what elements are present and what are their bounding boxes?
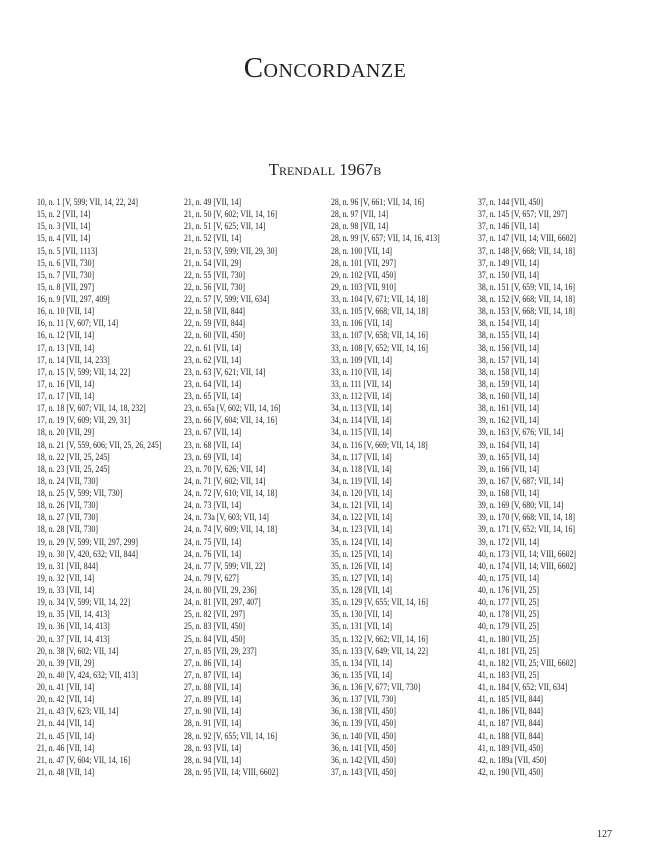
concordance-entry: 38, n. 158 [VII, 14] — [478, 366, 540, 377]
concordance-entry: 18, n. 28 [VII, 730] — [37, 524, 99, 535]
concordance-entry: 23, n. 64 [VII, 14] — [184, 378, 242, 389]
concordance-entry: 15, n. 5 [VII, 1113] — [37, 245, 98, 256]
concordance-entry: 33, n. 109 [VII, 14] — [331, 354, 393, 365]
concordance-entry: 20, n. 42 [VII, 14] — [37, 694, 95, 705]
concordance-column-1 — [37, 196, 187, 778]
concordance-entry: 28, n. 93 [VII, 14] — [184, 742, 242, 753]
concordance-entry: 36, n. 135 [VII, 14] — [331, 669, 393, 680]
concordance-entry: 19, n. 30 [V, 420, 632; VII, 844] — [37, 548, 138, 559]
concordance-entry: 15, n. 7 [VII, 730] — [37, 269, 95, 280]
concordance-entry: 38, n. 151 [V, 659; VII, 14, 16] — [478, 281, 576, 292]
concordance-entry: 25, n. 83 [VII, 450] — [184, 621, 246, 632]
concordance-entry: 35, n. 127 [VII, 14] — [331, 572, 393, 583]
concordance-entry: 39, n. 164 [VII, 14] — [478, 439, 540, 450]
concordance-entry: 28, n. 95 [VII, 14; VIII, 6602] — [184, 766, 279, 777]
concordance-entry: 27, n. 87 [VII, 14] — [184, 669, 242, 680]
concordance-entry: 39, n. 169 [V, 680; VII, 14] — [478, 500, 564, 511]
concordance-entry: 36, n. 140 [VII, 450] — [331, 730, 396, 741]
concordance-entry: 29, n. 102 [VII, 450] — [331, 269, 396, 280]
concordance-entry: 18, n. 23 [VII, 25, 245] — [37, 463, 110, 474]
concordance-entry: 34, n. 113 [VII, 14] — [331, 403, 392, 414]
concordance-entry: 23, n. 65 [VII, 14] — [184, 391, 242, 401]
concordance-entry: 34, n. 122 [VII, 14] — [331, 512, 393, 523]
concordance-entry: 41, n. 182 [VII, 25; VIII, 6602] — [478, 657, 577, 668]
concordance-entry: 34, n. 119 [VII, 14] — [331, 475, 392, 486]
concordance-entry: 41, n. 186 [VII, 844] — [478, 706, 543, 717]
concordance-entry: 35, n. 125 [VII, 14] — [331, 548, 393, 559]
concordance-entry: 24, n. 71 [V, 602; VII, 14] — [184, 475, 266, 486]
concordance-entry: 17, n. 18 [V, 607; VII, 14, 18, 232] — [37, 403, 146, 414]
concordance-entry: 35, n. 131 [VII, 14] — [331, 621, 393, 632]
concordance-entry: 28, n. 100 [VII, 14] — [331, 245, 393, 256]
concordance-entry: 39, n. 172 [VII, 14] — [478, 536, 540, 547]
concordance-entry: 21, n. 53 [V, 599; VII, 29, 30] — [184, 245, 278, 256]
concordance-entry: 24, n. 73 [VII, 14] — [184, 500, 242, 511]
concordance-entry: 19, n. 33 [VII, 14] — [37, 585, 95, 595]
concordance-entry: 17, n. 17 [VII, 14] — [37, 391, 95, 401]
section-title: Trendall 1967b — [268, 160, 382, 179]
concordance-entry: 17, n. 19 [V, 609; VII, 29, 31] — [37, 415, 131, 426]
page-title: Concordanze — [243, 52, 407, 84]
concordance-entry: 22, n. 58 [VII, 844] — [184, 306, 246, 317]
concordance-entry: 19, n. 35 [VII, 14, 413] — [37, 609, 110, 620]
concordance-entry: 22, n. 59 [VII, 844] — [184, 318, 246, 329]
concordance-entry: 34, n. 114 [VII, 14] — [331, 415, 392, 426]
concordance-entry: 39, n. 170 [V, 668; VII, 14, 18] — [478, 512, 576, 523]
concordance-entry: 39, n. 171 [V, 652; VII, 14, 16] — [478, 524, 576, 535]
concordance-entry: 25, n. 84 [VII, 450] — [184, 633, 246, 644]
concordance-entry: 38, n. 156 [VII, 14] — [478, 342, 540, 353]
concordance-entry: 21, n. 43 [V, 623; VII, 14] — [37, 706, 119, 717]
concordance-entry: 37, n. 148 [V, 668; VII, 14, 18] — [478, 245, 576, 256]
concordance-entry: 36, n. 136 [V, 677; VII, 730] — [331, 682, 421, 692]
concordance-entry: 28, n. 94 [VII, 14] — [184, 754, 242, 765]
concordance-entry: 16, n. 10 [VII, 14] — [37, 306, 95, 317]
concordance-entry: 36, n. 137 [VII, 730] — [331, 694, 396, 705]
concordance-entry: 18, n. 24 [VII, 730] — [37, 475, 99, 486]
concordance-entry: 40, n. 176 [VII, 25] — [478, 585, 540, 595]
concordance-entry: 34, n. 115 [VII, 14] — [331, 427, 392, 438]
concordance-entry: 35, n. 130 [VII, 14] — [331, 609, 393, 620]
concordance-entry: 39, n. 165 [VII, 14] — [478, 451, 540, 462]
concordance-entry: 41, n. 183 [VII, 25] — [478, 669, 540, 680]
concordance-entry: 28, n. 98 [VII, 14] — [331, 221, 389, 232]
concordance-entry: 25, n. 82 [VII, 297] — [184, 609, 246, 620]
concordance-entry: 15, n. 4 [VII, 14] — [37, 233, 91, 244]
concordance-entry: 39, n. 163 [V, 676; VII, 14] — [478, 427, 564, 438]
concordance-entry: 28, n. 96 [V, 661; VII, 14, 16] — [331, 197, 425, 207]
concordance-entry: 40, n. 177 [VII, 25] — [478, 597, 540, 608]
concordance-entry: 41, n. 188 [VII, 844] — [478, 730, 543, 741]
concordance-entry: 37, n. 143 [VII, 450] — [331, 766, 396, 777]
concordance-entry: 28, n. 91 [VII, 14] — [184, 718, 242, 729]
concordance-entry: 18, n. 20 [VII, 29] — [37, 427, 95, 438]
concordance-entry: 41, n. 180 [VII, 25] — [478, 633, 540, 644]
concordance-entry: 19, n. 29 [V, 599; VII, 297, 299] — [37, 536, 138, 547]
concordance-entry: 35, n. 128 [VII, 14] — [331, 585, 393, 595]
concordance-entry: 23, n. 70 [V, 626; VII, 14] — [184, 463, 266, 474]
concordance-entry: 41, n. 189 [VII, 450] — [478, 742, 543, 753]
concordance-entry: 16, n. 12 [VII, 14] — [37, 330, 95, 341]
concordance-entry: 38, n. 154 [VII, 14] — [478, 318, 540, 329]
concordance-entry: 34, n. 123 [VII, 14] — [331, 524, 393, 535]
concordance-entry: 37, n. 149 [VII, 14] — [478, 257, 540, 268]
concordance-entry: 19, n. 31 [VII, 844] — [37, 560, 99, 571]
concordance-entry: 15, n. 3 [VII, 14] — [37, 221, 91, 232]
concordance-entry: 37, n. 146 [VII, 14] — [478, 221, 540, 232]
concordance-entry: 24, n. 73a [V, 603; VII, 14] — [184, 512, 269, 523]
concordance-entry: 39, n. 167 [V, 687; VII, 14] — [478, 475, 564, 486]
concordance-entry: 21, n. 52 [VII, 14] — [184, 233, 242, 244]
concordance-entry: 35, n. 133 [V, 649; VII, 14, 22] — [331, 645, 429, 656]
concordance-entry: 20, n. 40 [V, 424, 632; VII, 413] — [37, 669, 138, 680]
concordance-entry: 28, n. 97 [VII, 14] — [331, 209, 389, 220]
concordance-entry: 19, n. 34 [V, 599; VII, 14, 22] — [37, 597, 131, 608]
concordance-entry: 15, n. 8 [VII, 297] — [37, 281, 95, 292]
concordance-entry: 21, n. 46 [VII, 14] — [37, 742, 95, 753]
concordance-entry: 41, n. 181 [VII, 25] — [478, 645, 540, 656]
concordance-entry: 37, n. 147 [VII, 14; VIII, 6602] — [478, 233, 577, 244]
concordance-entry: 35, n. 124 [VII, 14] — [331, 536, 393, 547]
concordance-entry: 24, n. 80 [VII, 29, 236] — [184, 585, 257, 595]
concordance-entry: 27, n. 86 [VII, 14] — [184, 657, 242, 668]
concordance-entry: 38, n. 155 [VII, 14] — [478, 330, 540, 341]
concordance-entry: 21, n. 51 [V, 625; VII, 14] — [184, 221, 266, 232]
concordance-entry: 23, n. 67 [VII, 14] — [184, 427, 242, 438]
concordance-entry: 29, n. 103 [VII, 910] — [331, 281, 396, 292]
concordance-entry: 34, n. 120 [VII, 14] — [331, 488, 393, 498]
page-number: 127 — [597, 829, 612, 840]
concordance-entry: 36, n. 141 [VII, 450] — [331, 742, 396, 753]
concordance-entry: 23, n. 63 [V, 621; VII, 14] — [184, 366, 266, 377]
concordance-column-2 — [184, 196, 334, 778]
concordance-entry: 34, n. 117 [VII, 14] — [331, 451, 392, 462]
concordance-entry: 28, n. 99 [V, 657; VII, 14, 16, 413] — [331, 233, 440, 244]
concordance-entry: 23, n. 68 [VII, 14] — [184, 439, 242, 450]
concordance-entry: 41, n. 185 [VII, 844] — [478, 694, 543, 705]
concordance-entry: 38, n. 153 [V, 668; VII, 14, 18] — [478, 306, 576, 317]
concordance-entry: 17, n. 13 [VII, 14] — [37, 342, 95, 353]
concordance-entry: 34, n. 121 [VII, 14] — [331, 500, 393, 511]
concordance-entry: 27, n. 85 [VII, 29, 237] — [184, 645, 257, 656]
concordance-entry: 10, n. 1 [V, 599; VII, 14, 22, 24] — [37, 197, 138, 207]
concordance-entry: 40, n. 174 [VII, 14; VIII, 6602] — [478, 560, 577, 571]
concordance-entry: 23, n. 62 [VII, 14] — [184, 354, 242, 365]
concordance-entry: 33, n. 110 [VII, 14] — [331, 366, 392, 377]
concordance-entry: 42, n. 190 [VII, 450] — [478, 766, 543, 777]
concordance-entry: 39, n. 168 [VII, 14] — [478, 488, 540, 498]
concordance-entry: 17, n. 15 [V, 599; VII, 14, 22] — [37, 366, 131, 377]
concordance-entry: 15, n. 6 [VII, 730] — [37, 257, 95, 268]
concordance-entry: 24, n. 81 [VII, 297, 407] — [184, 597, 261, 608]
concordance-entry: 24, n. 76 [VII, 14] — [184, 548, 242, 559]
concordance-entry: 28, n. 101 [VII, 297] — [331, 257, 396, 268]
concordance-entry: 20, n. 37 [VII, 14, 413] — [37, 633, 110, 644]
concordance-entry: 24, n. 75 [VII, 14] — [184, 536, 242, 547]
concordance-entry: 22, n. 57 [V, 599; VII, 634] — [184, 294, 270, 304]
concordance-entry: 35, n. 126 [VII, 14] — [331, 560, 393, 571]
concordance-entry: 39, n. 166 [VII, 14] — [478, 463, 540, 474]
concordance-entry: 38, n. 160 [VII, 14] — [478, 391, 540, 401]
concordance-entry: 41, n. 187 [VII, 844] — [478, 718, 543, 729]
concordance-entry: 21, n. 48 [VII, 14] — [37, 766, 95, 777]
concordance-entry: 22, n. 55 [VII, 730] — [184, 269, 246, 280]
concordance-entry: 23, n. 65a [V, 602; VII, 14, 16] — [184, 403, 281, 414]
concordance-column-3 — [331, 196, 481, 778]
concordance-entry: 40, n. 173 [VII, 14; VIII, 6602] — [478, 548, 577, 559]
concordance-entry: 18, n. 22 [VII, 25, 245] — [37, 451, 110, 462]
concordance-entry: 37, n. 144 [VII, 450] — [478, 197, 543, 207]
concordance-entry: 20, n. 41 [VII, 14] — [37, 682, 95, 692]
concordance-entry: 33, n. 111 [VII, 14] — [331, 378, 392, 389]
concordance-columns — [37, 196, 627, 826]
concordance-entry: 35, n. 134 [VII, 14] — [331, 657, 393, 668]
concordance-entry: 24, n. 79 [V, 627] — [184, 572, 239, 583]
concordance-entry: 37, n. 150 [VII, 14] — [478, 269, 540, 280]
concordance-entry: 27, n. 89 [VII, 14] — [184, 694, 242, 705]
concordance-entry: 24, n. 77 [V, 599; VII, 22] — [184, 560, 266, 571]
concordance-entry: 20, n. 38 [V, 602; VII, 14] — [37, 645, 119, 656]
concordance-entry: 42, n. 189a [VII, 450] — [478, 754, 547, 765]
concordance-entry: 16, n. 9 [VII, 297, 409] — [37, 294, 110, 304]
concordance-entry: 27, n. 88 [VII, 14] — [184, 682, 242, 692]
concordance-entry: 18, n. 27 [VII, 730] — [37, 512, 99, 523]
concordance-entry: 39, n. 162 [VII, 14] — [478, 415, 540, 426]
concordance-entry: 33, n. 108 [V, 652; VII, 14, 16] — [331, 342, 429, 353]
concordance-entry: 28, n. 92 [V, 655; VII, 14, 16] — [184, 730, 278, 741]
concordance-entry: 15, n. 2 [VII, 14] — [37, 209, 91, 220]
concordance-entry: 21, n. 44 [VII, 14] — [37, 718, 95, 729]
concordance-entry: 23, n. 66 [V, 604; VII, 14, 16] — [184, 415, 278, 426]
concordance-entry: 24, n. 74 [V, 609; VII, 14, 18] — [184, 524, 278, 535]
concordance-entry: 18, n. 26 [VII, 730] — [37, 500, 99, 511]
concordance-entry: 38, n. 152 [V, 668; VII, 14, 18] — [478, 294, 576, 304]
concordance-entry: 18, n. 25 [V, 599; VII, 730] — [37, 488, 123, 498]
concordance-entry: 38, n. 161 [VII, 14] — [478, 403, 540, 414]
concordance-entry: 17, n. 16 [VII, 14] — [37, 378, 95, 389]
concordance-entry: 20, n. 39 [VII, 29] — [37, 657, 95, 668]
concordance-entry: 36, n. 138 [VII, 450] — [331, 706, 396, 717]
concordance-entry: 40, n. 178 [VII, 25] — [478, 609, 540, 620]
concordance-entry: 37, n. 145 [V, 657; VII, 297] — [478, 209, 568, 220]
concordance-entry: 22, n. 61 [VII, 14] — [184, 342, 242, 353]
concordance-entry: 36, n. 142 [VII, 450] — [331, 754, 396, 765]
concordance-entry: 34, n. 116 [V, 669; VII, 14, 18] — [331, 439, 428, 450]
concordance-entry: 27, n. 90 [VII, 14] — [184, 706, 242, 717]
concordance-entry: 40, n. 179 [VII, 25] — [478, 621, 540, 632]
concordance-entry: 33, n. 106 [VII, 14] — [331, 318, 393, 329]
concordance-entry: 35, n. 129 [V, 655; VII, 14, 16] — [331, 597, 429, 608]
concordance-entry: 41, n. 184 [V, 652; VII, 634] — [478, 682, 568, 692]
concordance-entry: 33, n. 105 [V, 668; VII, 14, 18] — [331, 306, 429, 317]
concordance-entry: 33, n. 112 [VII, 14] — [331, 391, 392, 401]
concordance-entry: 35, n. 132 [V, 662; VII, 14, 16] — [331, 633, 429, 644]
concordance-entry: 24, n. 72 [V, 610; VII, 14, 18] — [184, 488, 278, 498]
concordance-column-4 — [478, 196, 628, 778]
concordance-entry: 38, n. 159 [VII, 14] — [478, 378, 540, 389]
concordance-entry: 38, n. 157 [VII, 14] — [478, 354, 540, 365]
concordance-entry: 21, n. 49 [VII, 14] — [184, 197, 242, 207]
concordance-entry: 34, n. 118 [VII, 14] — [331, 463, 392, 474]
concordance-entry: 19, n. 32 [VII, 14] — [37, 572, 95, 583]
concordance-entry: 21, n. 50 [V, 602; VII, 14, 16] — [184, 209, 278, 220]
concordance-entry: 40, n. 175 [VII, 14] — [478, 572, 540, 583]
concordance-entry: 22, n. 56 [VII, 730] — [184, 281, 246, 292]
concordance-entry: 16, n. 11 [V, 607; VII, 14] — [37, 318, 119, 329]
concordance-entry: 21, n. 45 [VII, 14] — [37, 730, 95, 741]
concordance-entry: 19, n. 36 [VII, 14, 413] — [37, 621, 110, 632]
concordance-entry: 21, n. 47 [V, 604; VII, 14, 16] — [37, 754, 131, 765]
concordance-entry: 36, n. 139 [VII, 450] — [331, 718, 396, 729]
concordance-entry: 23, n. 69 [VII, 14] — [184, 451, 242, 462]
concordance-entry: 17, n. 14 [VII, 14, 233] — [37, 354, 110, 365]
concordance-entry: 33, n. 107 [V, 658; VII, 14, 16] — [331, 330, 429, 341]
concordance-entry: 33, n. 104 [V, 671; VII, 14, 18] — [331, 294, 429, 304]
concordance-entry: 22, n. 60 [VII, 450] — [184, 330, 246, 341]
concordance-entry: 18, n. 21 [V, 559, 606; VII, 25, 26, 245] — [37, 439, 162, 450]
concordance-entry: 21, n. 54 [VII, 29] — [184, 257, 242, 268]
